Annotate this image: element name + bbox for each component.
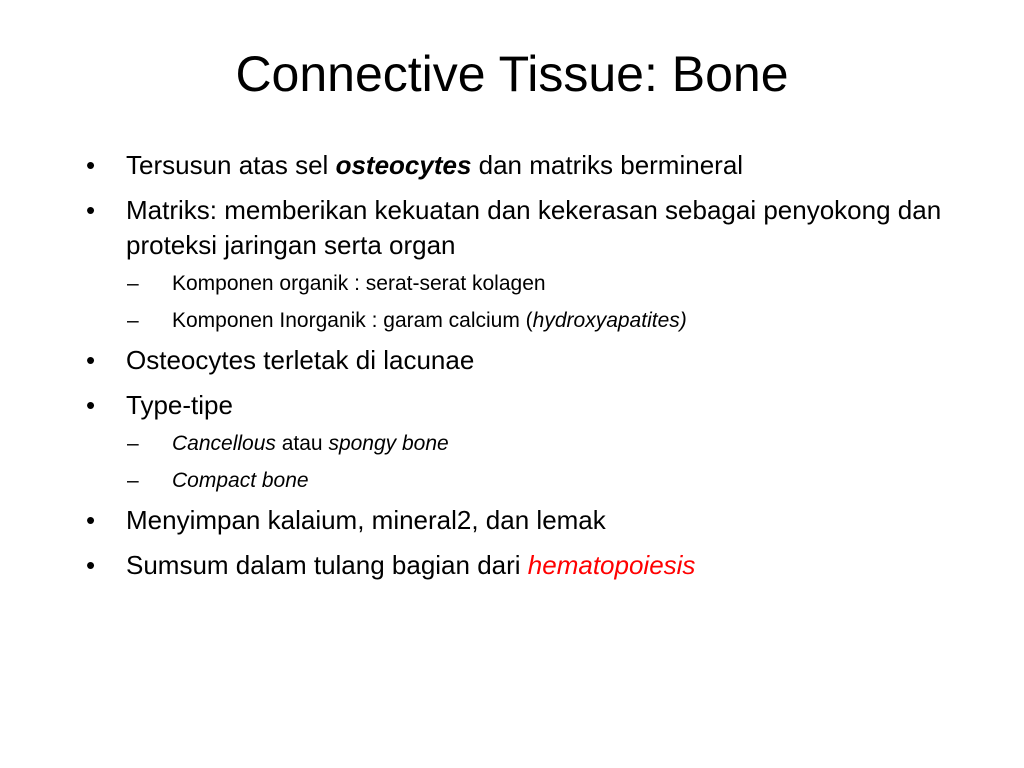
bullet-dot-icon: • [86,505,96,535]
bullet-emphasis: osteocytes [335,150,472,180]
sub-list-type-tipe [86,429,946,495]
sub-item-emphasis: spongy bone [328,432,449,455]
bullet-text: Sumsum dalam tulang bagian dari [126,550,528,580]
bullet-emphasis-red: hematopoiesis [527,550,696,580]
bullet-text: Tersusun atas sel [126,150,336,180]
bullet-text: Menyimpan kalaium, mineral2, dan lemak [126,505,606,535]
dash-icon: – [127,432,139,455]
sub-item-text: Komponen Inorganik : garam calcium ( [172,309,533,332]
sub-item-compact [86,466,946,495]
bullet-dot-icon: • [86,550,96,580]
bullet-item-menyimpan [86,503,946,538]
bullet-dot-icon: • [86,195,96,225]
dash-icon: – [127,309,139,332]
bullet-text: Osteocytes terletak di lacunae [126,345,475,375]
sub-item-inorganik [86,306,946,335]
sub-list-matriks [86,269,946,335]
bullet-item-osteocytes [86,148,946,183]
sub-item-text: atau [275,432,329,455]
bullet-dot-icon: • [86,345,96,375]
sub-item-emphasis: hydroxyapatites) [532,309,687,332]
slide-body [86,148,946,593]
sub-item-emphasis: Cancellous [172,432,276,455]
bullet-item-sumsum [86,548,946,583]
bullet-text: dan matriks bermineral [471,150,744,180]
sub-item-text: Komponen organik : serat-serat kolagen [172,272,546,295]
bullet-text: Matriks: memberikan kekuatan dan kekerasan sebagai penyokong dan proteksi jaringan serta organ [126,195,942,260]
bullet-item-lacunae [86,343,946,378]
dash-icon: – [127,469,139,492]
bullet-text: Type-tipe [126,390,233,420]
dash-icon: – [127,272,139,295]
bullet-item-type-tipe [86,388,946,423]
sub-item-cancellous [86,429,946,458]
slide-title: Connective Tissue: Bone [235,46,789,102]
sub-item-emphasis: Compact bone [172,469,309,492]
bullet-dot-icon: • [86,150,96,180]
sub-item-organik [86,269,946,298]
bullet-dot-icon: • [86,390,96,420]
bullet-item-matriks [86,193,946,263]
